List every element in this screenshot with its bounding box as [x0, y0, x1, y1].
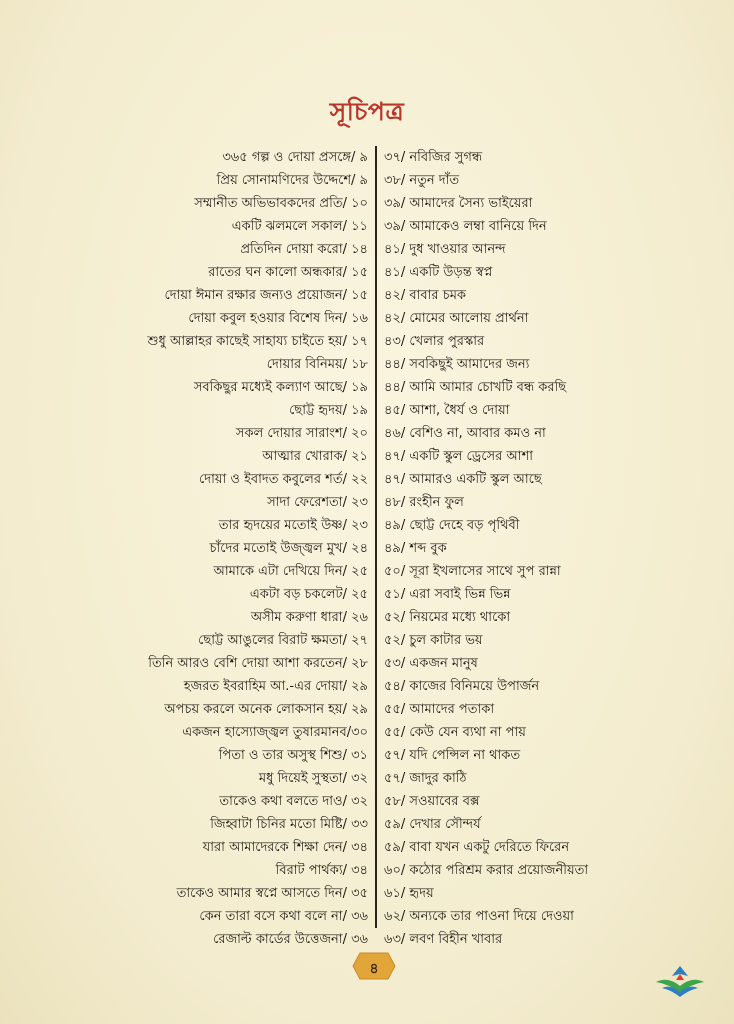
toc-entry-left-29: তাকেও কথা বলতে দাও/ ৩২ — [219, 794, 368, 809]
toc-entry-left-6: রাতের ঘন কালো অন্ধকার/ ১৫ — [208, 265, 368, 280]
toc-entry-left-15: দোয়া ও ইবাদত কবুলের শর্ত/ ২২ — [198, 472, 368, 487]
toc-entry-left-28: মধু দিয়েই সুস্থতা/ ৩২ — [258, 771, 368, 786]
toc-entry-right-8: ৪২/ মোমের আলোয় প্রার্থনা — [384, 311, 529, 326]
toc-entry-right-7: ৪২/ বাবার চমক — [384, 288, 467, 303]
toc-entry-left-35: রেজাল্ট কার্ডের উত্তেজনা/ ৩৬ — [213, 932, 368, 947]
toc-entry-right-10: ৪৪/ সবকিছুই আমাদের জন্য — [384, 357, 530, 372]
toc-entry-left-13: সকল দোয়ার সারাংশ/ ২০ — [235, 426, 368, 441]
toc-entry-right-17: ৪৯/ ছোট্ট দেহে বড় পৃথিবী — [384, 518, 520, 533]
toc-entry-right-11: ৪৪/ আমি আমার চোখটি বন্ধ করছি — [384, 380, 567, 395]
toc-entry-left-19: আমাকে এটা দেখিয়ে দিন/ ২৫ — [213, 564, 368, 579]
toc-entry-left-23: তিনি আরও বেশি দোয়া আশা করতেন/ ২৮ — [148, 656, 368, 671]
toc-entry-right-29: ৫৮/ সওয়াবের বক্স — [384, 794, 480, 809]
toc-entry-left-10: দোয়ার বিনিময়/ ১৮ — [266, 357, 368, 372]
toc-entry-left-1: ৩৬৫ গল্প ও দোয়া প্রসঙ্গে/ ৯ — [222, 150, 368, 165]
toc-entry-right-22: ৫২/ চুল কাটার ভয় — [384, 633, 483, 648]
toc-entry-left-32: বিরাট পার্থক্য/ ৩৪ — [275, 863, 368, 878]
toc-entry-right-1: ৩৭/ নবিজির সুগন্ধ — [384, 150, 483, 165]
toc-entry-right-21: ৫২/ নিয়মের মধ্যে থাকো — [384, 610, 511, 625]
toc-entry-left-21: অসীম করুণা ধারা/ ২৬ — [250, 610, 368, 625]
toc-entry-right-18: ৪৯/ শব্দ বুক — [384, 541, 447, 556]
toc-entry-right-13: ৪৬/ বেশিও না, আবার কমও না — [384, 426, 546, 441]
toc-entry-left-17: তার হৃদয়ের মতোই উষ্ণ/ ২৩ — [218, 518, 368, 533]
toc-entry-left-24: হজরত ইবরাহিম আ.-এর দোয়া/ ২৯ — [183, 679, 368, 694]
toc-entry-right-5: ৪১/ দুধ খাওয়ার আনন্দ — [384, 242, 506, 257]
toc-entry-right-32: ৬০/ কঠোর পরিশ্রম করার প্রয়োজনীয়তা — [384, 863, 589, 878]
toc-entry-left-20: একটা বড় চকলেট/ ২৫ — [249, 587, 368, 602]
toc-entry-left-26: একজন হাস্যোজ্জ্বল তুষারমানব/৩০ — [182, 725, 368, 740]
toc-entry-right-20: ৫১/ এরা সবাই ভিন্ন ভিন্ন — [384, 587, 511, 602]
toc-entry-right-19: ৫০/ সূরা ইখলাসের সাথে সুপ রান্না — [384, 564, 561, 579]
toc-entry-left-22: ছোট্ট আঙুলের বিরাট ক্ষমতা/ ২৭ — [198, 633, 368, 648]
toc-entry-left-33: তাকেও আমার স্বপ্নে আসতে দিন/ ৩৫ — [176, 886, 368, 901]
toc-entry-right-30: ৫৯/ দেখার সৌন্দর্য — [384, 817, 481, 832]
toc-entry-right-25: ৫৫/ আমাদের পতাকা — [384, 702, 495, 717]
toc-entry-left-31: যারা আমাদেরকে শিক্ষা দেন/ ৩৪ — [202, 840, 368, 855]
toc-entry-right-23: ৫৩/ একজন মানুষ — [384, 656, 478, 671]
toc-entry-left-2: প্রিয় সোনামণিদের উদ্দেশে/ ৯ — [216, 173, 368, 188]
publisher-logo-icon — [654, 962, 706, 1000]
toc-entry-left-27: পিতা ও তার অসুস্থ শিশু/ ৩১ — [218, 748, 368, 763]
toc-entry-left-7: দোয়া ঈমান রক্ষার জন্যও প্রয়োজন/ ১৫ — [164, 288, 368, 303]
page-number: ৪ — [369, 961, 379, 977]
toc-entry-right-4: ৩৯/ আমাকেও লম্বা বানিয়ে দিন — [384, 219, 547, 234]
toc-entry-left-12: ছোট্ট হৃদয়/ ১৯ — [289, 403, 368, 418]
toc-entry-right-3: ৩৯/ আমাদের সৈন্য ভাইয়েরা — [384, 196, 533, 211]
toc-entry-left-25: অপচয় করলে অনেক লোকসান হয়/ ২৯ — [164, 702, 368, 717]
page-number-badge — [352, 951, 396, 981]
toc-entry-right-26: ৫৫/ কেউ যেন ব্যথা না পায় — [384, 725, 526, 740]
toc-entry-left-30: জিহ্বাটা চিনির মতো মিষ্টি/ ৩৩ — [210, 817, 368, 832]
toc-entry-right-12: ৪৫/ আশা, ধৈর্য ও দোয়া — [384, 403, 510, 418]
toc-entry-right-33: ৬১/ হৃদয় — [384, 886, 434, 901]
toc-entry-right-27: ৫৭/ যদি পেন্সিল না থাকত — [384, 748, 521, 763]
toc-entry-left-14: আত্মার খোরাক/ ২১ — [262, 449, 368, 464]
toc-entry-right-9: ৪৩/ খেলার পুরস্কার — [384, 334, 485, 349]
toc-entry-left-4: একটি ঝলমলে সকাল/ ১১ — [231, 219, 368, 234]
toc-entry-right-24: ৫৪/ কাজের বিনিময়ে উপার্জন — [384, 679, 540, 694]
toc-entry-left-11: সবকিছুর মধ্যেই কল্যাণ আছে/ ১৯ — [193, 380, 368, 395]
toc-entry-right-16: ৪৮/ রংহীন ফুল — [384, 495, 464, 510]
toc-entry-left-18: চাঁদের মতোই উজ্জ্বল মুখ/ ২৪ — [209, 541, 368, 556]
column-divider — [375, 146, 377, 928]
toc-entry-left-9: শুধু আল্লাহর কাছেই সাহায্য চাইতে হয়/ ১৭ — [147, 334, 368, 349]
toc-entry-right-6: ৪১/ একটি উড়ন্ত স্বপ্ন — [384, 265, 493, 280]
toc-entry-right-14: ৪৭/ একটি স্কুল ড্রেসের আশা — [384, 449, 534, 464]
toc-entry-left-5: প্রতিদিন দোয়া করো/ ১৪ — [240, 242, 368, 257]
toc-right-column — [384, 146, 664, 951]
toc-entry-right-34: ৬২/ অন্যকে তার পাওনা দিয়ে দেওয়া — [384, 909, 574, 924]
toc-entry-right-2: ৩৮/ নতুন দাঁত — [384, 173, 460, 188]
toc-entry-right-28: ৫৭/ জাদুর কাঠি — [384, 771, 467, 786]
toc-entry-left-16: সাদা ফেরেশতা/ ২৩ — [267, 495, 368, 510]
toc-entry-right-35: ৬৩/ লবণ বিহীন খাবার — [384, 932, 503, 947]
toc-entry-left-3: সম্মানীত অভিভাবকদের প্রতি/ ১০ — [194, 196, 368, 211]
page-title: সূচিপত্র — [329, 97, 405, 126]
toc-entry-right-15: ৪৭/ আমারও একটি স্কুল আছে — [384, 472, 542, 487]
toc-entry-left-8: দোয়া কবুল হওয়ার বিশেষ দিন/ ১৬ — [188, 311, 368, 326]
toc-entry-right-31: ৫৯/ বাবা যখন একটু দেরিতে ফিরেন — [384, 840, 570, 855]
toc-left-column — [130, 146, 368, 951]
toc-entry-left-34: কেন তারা বসে কথা বলে না/ ৩৬ — [199, 909, 368, 924]
